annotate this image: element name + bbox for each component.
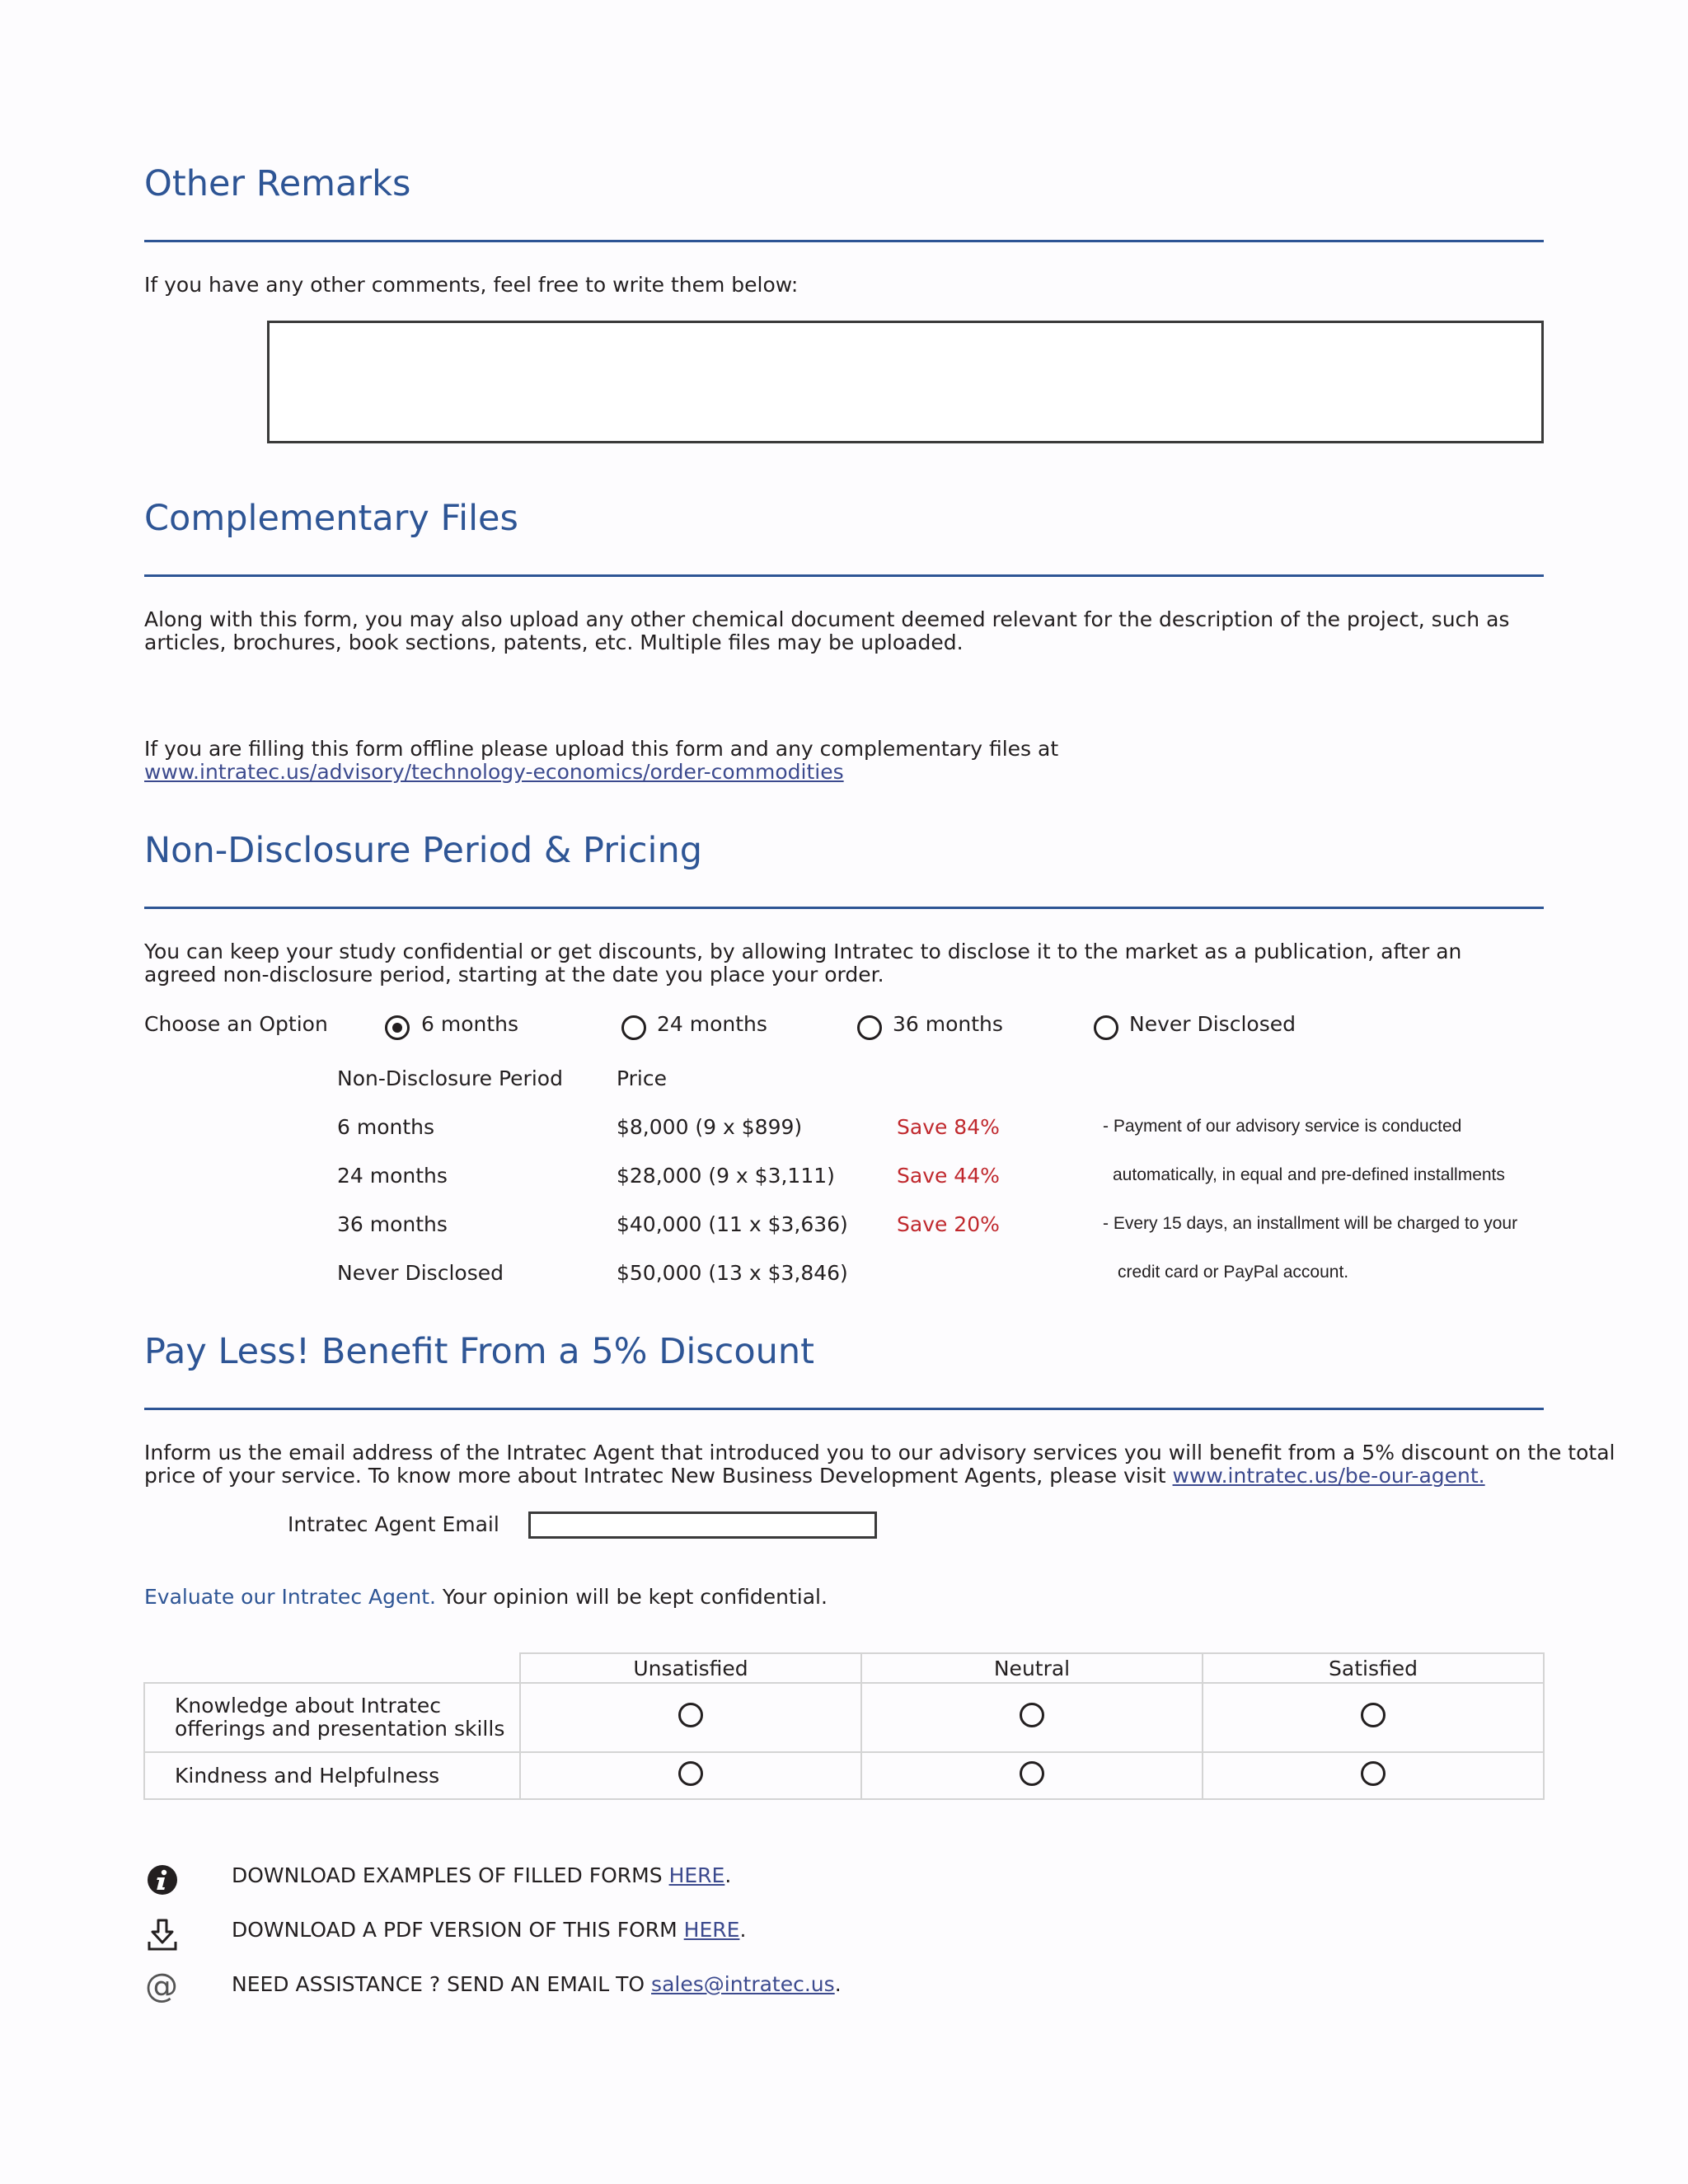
option-24-months-radio[interactable]: [621, 1015, 646, 1040]
examples-here-link[interactable]: HERE: [668, 1863, 725, 1887]
pricing-row-price: $40,000 (11 x $3,636): [617, 1212, 848, 1236]
pricing-row-price: $28,000 (9 x $3,111): [617, 1164, 835, 1188]
rating-criterion-kindness: Kindness and Helpfulness: [144, 1752, 520, 1799]
criterion-line: offerings and presentation skills: [175, 1717, 505, 1741]
remarks-prompt: If you have any other comments, feel free to write them below:: [144, 273, 799, 297]
rating-cell: [520, 1752, 861, 1799]
discount-text-line2: [144, 1465, 1485, 1488]
pricing-row-savings: Save 84%: [897, 1115, 1000, 1139]
footer-item-assistance: [232, 1973, 842, 1996]
section-title-nondisclosure: Non-Disclosure Period & Pricing: [144, 830, 702, 871]
knowledge-unsatisfied-radio[interactable]: [678, 1703, 703, 1727]
footer-suffix: .: [739, 1918, 747, 1942]
option-never-disclosed-radio[interactable]: [1094, 1015, 1118, 1040]
section-divider: [144, 574, 1544, 577]
pricing-row-period: Never Disclosed: [337, 1261, 504, 1285]
section-title-discount: Pay Less! Benefit From a 5% Discount: [144, 1331, 814, 1372]
rating-header-satisfied: Satisfied: [1203, 1653, 1544, 1683]
agent-email-label: Intratec Agent Email: [288, 1512, 499, 1536]
section-divider: [144, 240, 1544, 242]
at-icon: @: [145, 1967, 178, 2005]
pdf-here-link[interactable]: HERE: [683, 1918, 740, 1942]
evaluate-agent-text: [144, 1586, 828, 1609]
option-label: 6 months: [421, 1012, 519, 1036]
rating-cell: [861, 1683, 1203, 1752]
evaluate-agent-link[interactable]: Evaluate our Intratec Agent.: [144, 1585, 436, 1609]
kindness-satisfied-radio[interactable]: [1361, 1761, 1386, 1786]
discount-text-line2-prefix: price of your service. To know more about Intratec New Business Development Agents, please visit: [144, 1464, 1173, 1488]
payment-note: - Every 15 days, an installment will be charged to your: [1103, 1214, 1518, 1233]
pricing-row-price: $8,000 (9 x $899): [617, 1115, 803, 1139]
nondisclosure-text-line2: agreed non-disclosure period, starting at the date you place your order.: [144, 963, 884, 987]
pricing-row-period: 24 months: [337, 1164, 448, 1188]
knowledge-neutral-radio[interactable]: [1020, 1703, 1044, 1727]
download-icon: [147, 1919, 178, 1952]
footer-item-examples: [232, 1864, 731, 1887]
payment-note: - Payment of our advisory service is conducted: [1103, 1117, 1462, 1136]
offline-upload-text: If you are filling this form offline please upload this form and any complementary files at: [144, 737, 1059, 761]
section-title-complementary-files: Complementary Files: [144, 498, 518, 539]
pricing-row-period: 6 months: [337, 1115, 435, 1139]
section-divider: [144, 1408, 1544, 1410]
option-6-months-radio[interactable]: [385, 1015, 410, 1040]
agent-link[interactable]: www.intratec.us/be-our-agent.: [1172, 1464, 1485, 1488]
footer-suffix: .: [724, 1863, 732, 1887]
rating-cell: [1203, 1683, 1544, 1752]
criterion-line: Knowledge about Intratec: [175, 1694, 441, 1718]
comments-textarea[interactable]: [267, 321, 1544, 443]
option-36-months-radio[interactable]: [857, 1015, 882, 1040]
knowledge-satisfied-radio[interactable]: [1361, 1703, 1386, 1727]
rating-header-unsatisfied: Unsatisfied: [520, 1653, 861, 1683]
payment-note: automatically, in equal and pre-defined installments: [1113, 1165, 1505, 1184]
footer-text: NEED ASSISTANCE ? SEND AN EMAIL TO: [232, 1972, 652, 1996]
footer-suffix: .: [834, 1972, 842, 1996]
rating-cell: [520, 1683, 861, 1752]
option-label: 36 months: [893, 1012, 1003, 1036]
agent-email-input[interactable]: [528, 1511, 877, 1539]
section-divider: [144, 907, 1544, 909]
rating-corner-cell: [144, 1653, 520, 1683]
pricing-row-savings: Save 44%: [897, 1164, 1000, 1188]
pricing-header-price: Price: [617, 1066, 667, 1090]
choose-option-label: Choose an Option: [144, 1012, 328, 1036]
info-icon: [147, 1864, 178, 1896]
footer-text: DOWNLOAD EXAMPLES OF FILLED FORMS: [232, 1863, 669, 1887]
nondisclosure-text-line1: You can keep your study confidential or get discounts, by allowing Intratec to disclose it to the market as a publication, after an: [144, 940, 1462, 963]
footer-item-pdf: [232, 1919, 746, 1942]
upload-link[interactable]: www.intratec.us/advisory/technology-economics/order-commodities: [144, 760, 844, 784]
complementary-text-line1: Along with this form, you may also upload any other chemical document deemed relevant for the description of the project, such as: [144, 607, 1510, 631]
option-label: 24 months: [657, 1012, 767, 1036]
footer-text: DOWNLOAD A PDF VERSION OF THIS FORM: [232, 1918, 684, 1942]
rating-header-neutral: Neutral: [861, 1653, 1203, 1683]
pricing-row-period: 36 months: [337, 1212, 448, 1236]
rating-cell: [1203, 1752, 1544, 1799]
agent-rating-table: [143, 1652, 1545, 1800]
pricing-row-price: $50,000 (13 x $3,846): [617, 1261, 848, 1285]
rating-criterion-knowledge: [144, 1683, 520, 1752]
option-label: Never Disclosed: [1129, 1012, 1296, 1036]
section-title-other-remarks: Other Remarks: [144, 163, 411, 204]
pricing-row-savings: Save 20%: [897, 1212, 1000, 1236]
discount-text-line1: Inform us the email address of the Intratec Agent that introduced you to our advisory services you will benefit from a 5% discount on the total: [144, 1441, 1615, 1465]
pricing-header-period: Non-Disclosure Period: [337, 1066, 563, 1090]
evaluate-agent-note: Your opinion will be kept confidential.: [435, 1585, 828, 1609]
kindness-neutral-radio[interactable]: [1020, 1761, 1044, 1786]
rating-cell: [861, 1752, 1203, 1799]
payment-note: credit card or PayPal account.: [1118, 1263, 1349, 1282]
sales-email-link[interactable]: sales@intratec.us: [651, 1972, 835, 1996]
kindness-unsatisfied-radio[interactable]: [678, 1761, 703, 1786]
complementary-text-line2: articles, brochures, book sections, patents, etc. Multiple files may be uploaded.: [144, 630, 964, 654]
